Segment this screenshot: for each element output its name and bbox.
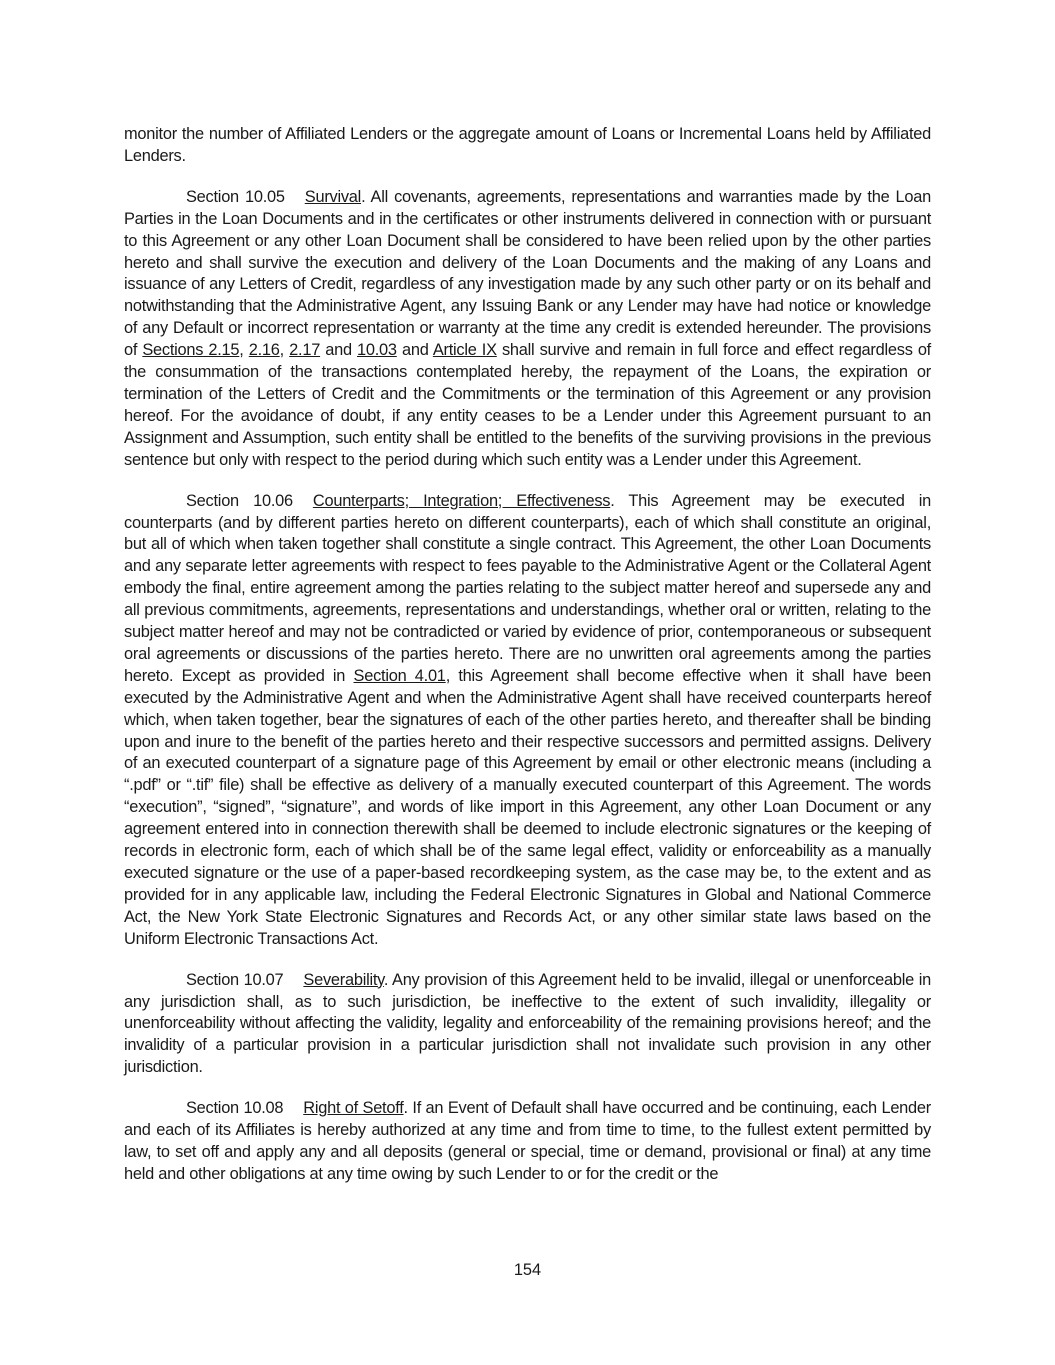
cross-reference: 2.17 bbox=[289, 341, 321, 360]
section-text: . This Agreement may be executed in counterparts (and by different parties hereto on different counterparts), each of which shall constitute an original, but all of which when taken together shall constitute a single contract. This Agreement, the other Loan Documents and any separate letter agreements with respect to fees payable to the Administrative Agent or the Collateral Agent embody the final, entire agreement among the parties relating to the subject matter hereof and supersede any and all previous commitments, agreements, representations and understandings, whether oral or written, relating to the subject matter hereof and may not be contradicted or varied by evidence of prior, contemporaneous or subsequent oral agreements or discussions of the parties hereto. There are no unwritten oral agreements among the parties hereto. Except as provided in bbox=[124, 491, 932, 685]
cross-reference: 10.03 bbox=[357, 341, 397, 360]
separator-text: and bbox=[320, 341, 358, 360]
cross-reference: Article IX bbox=[432, 341, 497, 360]
section-text: . Any provision of this Agreement held to be invalid, illegal or unenforceable in any jurisdiction shall, as to such jurisdiction, be ineffective to the extent of such invalidity, illegality or unenforceability without affecting the validity, legality and enforceability of the remaining provisions hereof; and the invalidity of a particular provision in a particular jurisdiction shall not invalidate such provision in any other jurisdiction. bbox=[124, 970, 931, 1077]
section-number: Section 10.07 bbox=[186, 970, 284, 989]
section-10-05 bbox=[124, 187, 931, 472]
section-heading: Survival bbox=[304, 187, 362, 206]
paragraph-continuation bbox=[124, 124, 931, 168]
section-heading: Counterparts; Integration; Effectiveness bbox=[312, 491, 611, 510]
section-text: . All covenants, agreements, representations and warranties made by the Loan Parties in the Loan Documents and in the certificates or other instruments delivered in connection with or pursuant to this Agreement or any other Loan Document shall be considered to have been relied upon by the other parties hereto and shall survive the execution and delivery of the Loan Documents and the making of any Loans and issuance of any Letters of Credit, regardless of any investigation made by any such other party or on its behalf and notwithstanding that the Administrative Agent, any Issuing Bank or any Lender may have had notice or knowledge of any Default or incorrect representation or warranty at the time any credit is extended hereunder. The provisions of bbox=[124, 187, 931, 360]
section-10-08 bbox=[124, 1098, 931, 1186]
document-page bbox=[124, 124, 931, 1205]
section-text: . If an Event of Default shall have occurred and be continuing, each Lender and each of its Affiliates is hereby authorized at any time and from time to time, to the fullest extent permitted by law, to set off and apply any and all deposits (general or special, time or demand, provisional or final) at any time held and other obligations at any time owing by such Lender to or for the credit or the bbox=[124, 1099, 931, 1183]
cross-reference: Section 4.01 bbox=[353, 666, 446, 685]
section-text: , this Agreement shall become effective when it shall have been executed by the Administrative Agent and when the Administrative Agent shall have received counterparts hereof which, when taken together, bear the signatures of each of the other parties hereto, and thereafter shall be binding upon and inure to the benefit of the parties hereto and their respective successors and permitted assigns. Delivery of an executed counterpart of a signature page of this Agreement by email or other electronic means (including a “.pdf” or “.tif” file) shall be effective as delivery of a manually executed counterpart of this Agreement. The words “execution”, “signed”, “signature”, and words of like import in this Agreement, any other Loan Document or any agreement entered into in connection therewith shall be deemed to include electronic signatures or the keeping of records in electronic form, each of which shall be of the same legal effect, validity or enforceability as a manually executed signature or the use of a paper-based recordkeeping system, as the case may be, to the extent and as provided for in any applicable law, including the Federal Electronic Signatures in Global and National Commerce Act, the New York State Electronic Signatures and Records Act, or any other similar state laws based on the Uniform Electronic Transactions Act. bbox=[124, 666, 931, 948]
cross-reference: Sections 2.15 bbox=[142, 341, 240, 360]
paragraph-text: monitor the number of Affiliated Lenders or the aggregate amount of Loans or Incremental Loans held by Affiliated Lenders. bbox=[124, 125, 931, 165]
section-number: Section 10.05 bbox=[186, 187, 285, 206]
page-number: 154 bbox=[513, 1261, 542, 1279]
separator-text: , bbox=[279, 341, 290, 360]
separator-text: and bbox=[396, 341, 433, 360]
section-number: Section 10.08 bbox=[186, 1099, 284, 1118]
section-10-07 bbox=[124, 970, 931, 1080]
section-10-06 bbox=[124, 491, 931, 951]
section-heading: Severability bbox=[303, 970, 384, 989]
section-text: shall survive and remain in full force and effect regardless of the consummation of the transactions contemplated hereby, the repayment of the Loans, the expiration or termination of the Letters of Credit and the Commitments or the termination of this Agreement or any provision hereof. For the avoidance of doubt, if any entity ceases to be a Lender under this Agreement pursuant to an Assignment and Assumption, such entity shall be entitled to the benefits of the surviving provisions in the previous sentence but only with respect to the period during which such entity was a Lender under this Agreement. bbox=[124, 341, 931, 469]
section-number: Section 10.06 bbox=[186, 491, 293, 510]
separator-text: , bbox=[239, 341, 249, 360]
section-heading: Right of Setoff bbox=[303, 1099, 404, 1118]
cross-reference: 2.16 bbox=[248, 341, 280, 360]
